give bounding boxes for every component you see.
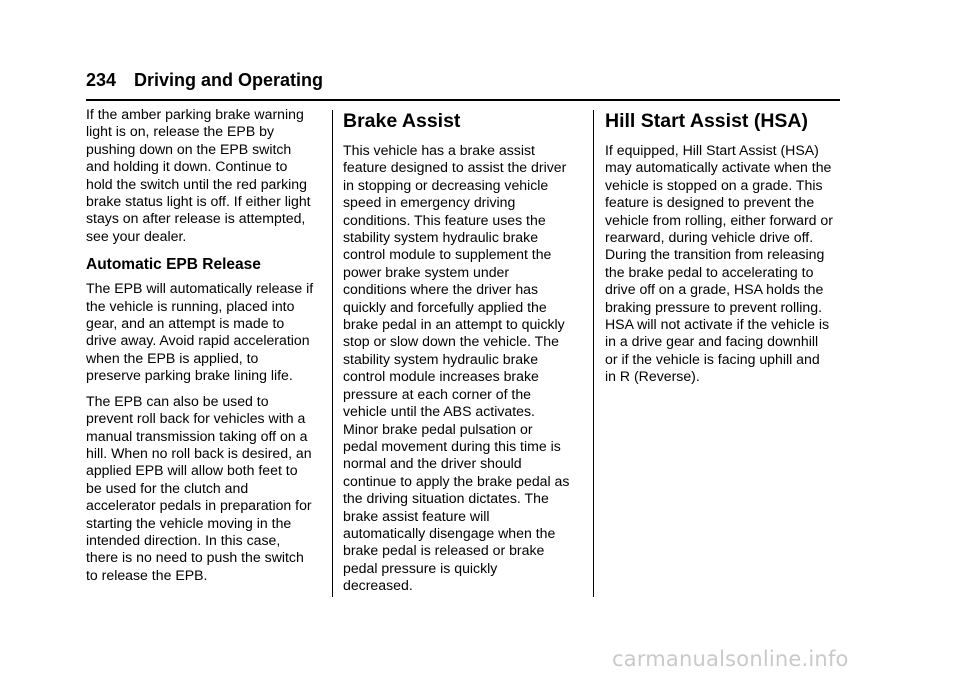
epb-warning-paragraph: If the amber parking brake warning light is on, release the EPB by pushing down on the EPB switch and holding it down. Continue to hold the switch until the red parking brake status light is off. If either light stays on after release is attempted, see your dealer. bbox=[86, 106, 311, 244]
column-right bbox=[605, 106, 845, 394]
watermark: carmanualsonline.info bbox=[612, 647, 849, 671]
automatic-epb-release-heading: Automatic EPB Release bbox=[86, 256, 261, 274]
column-left bbox=[86, 106, 326, 592]
epb-rollback-paragraph: The EPB can also be used to prevent roll back for vehicles with a manual transmission taking off on a hill. When no roll back is desired, an applied EPB will allow both feet to be used for the clutch and accelerator pedals in preparation for starting the vehicle moving in the intended direction. In this case, there is no need to push the switch to release the EPB. bbox=[86, 392, 312, 583]
hill-start-assist-paragraph: If equipped, Hill Start Assist (HSA) may automatically activate when the vehicle is stopped on a grade. This feature is designed to prevent the vehicle from rolling, either forward or rearward, during vehicle drive off. During the transition from releasing the brake pedal to accelerating to drive off on a grade, HSA holds the braking pressure to prevent rolling. HSA will not activate if the vehicle is in a drive gear and facing downhill or if the vehicle is facing uphill and in R (Reverse). bbox=[605, 142, 833, 385]
hill-start-assist-heading: Hill Start Assist (HSA) bbox=[605, 110, 808, 132]
brake-assist-paragraph: This vehicle has a brake assist feature designed to assist the driver in stopping or decreasing vehicle speed in emergency driving conditions. This feature uses the stability system hydraulic brake control module to supplement the power brake system under conditions where the driver has quickly and forcefully applied the brake pedal in an attempt to quickly stop or slow down the vehicle. The stability system hydraulic brake control module increases brake pressure at each corner of the vehicle until the ABS activates. Minor brake pedal pulsation or pedal movement during this time is normal and the driver should continue to apply the brake pedal as the driving situation dictates. The brake assist feature will automatically disengage when the brake pedal is released or brake pedal pressure is quickly decreased. bbox=[343, 142, 570, 594]
column-middle bbox=[343, 106, 583, 603]
section-title: Driving and Operating bbox=[134, 70, 324, 90]
header-divider bbox=[86, 99, 840, 101]
page-header bbox=[86, 70, 840, 100]
brake-assist-heading: Brake Assist bbox=[343, 110, 461, 132]
epb-auto-release-paragraph: The EPB will automatically release if the vehicle is running, placed into gear, and an attempt is made to drive away. Avoid rapid acceleration when the EPB is applied, to preserve parking brake lining life. bbox=[86, 280, 314, 384]
page-number: 234 bbox=[86, 70, 117, 90]
column-divider bbox=[332, 110, 333, 597]
column-divider bbox=[593, 110, 594, 597]
